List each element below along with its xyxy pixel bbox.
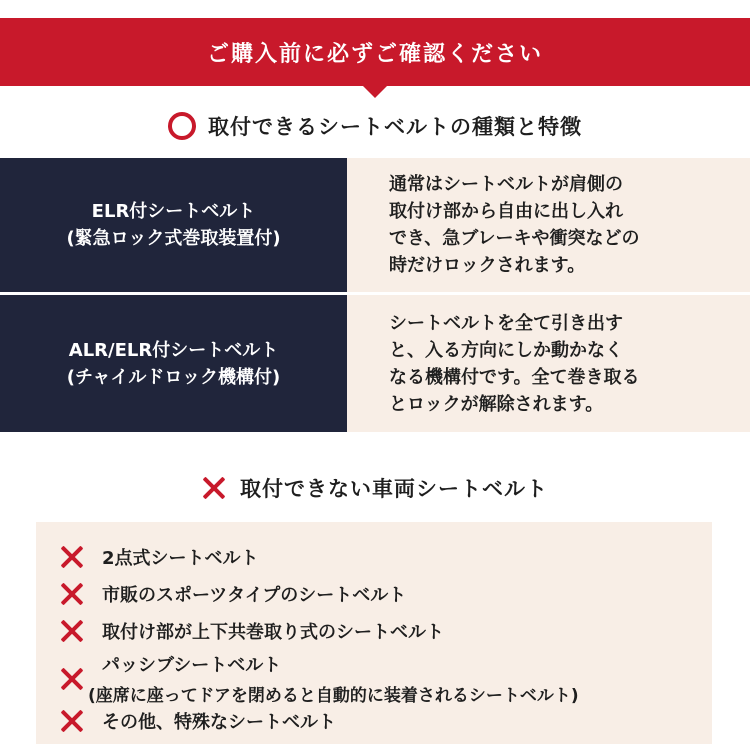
seatbelt-type-name <box>0 295 347 432</box>
list-item-text: パッシブシートベルト <box>102 655 282 676</box>
banner-text: ご購入前に必ずご確認ください <box>206 41 543 67</box>
list-item-text: 市販のスポーツタイプのシートベルト <box>102 585 407 606</box>
seatbelt-type-description <box>347 295 750 432</box>
x-icon <box>202 476 226 500</box>
list-item <box>60 581 406 607</box>
list-item-text: 取付け部が上下共巻取り式のシートベルト <box>102 622 444 643</box>
description-line: 時だけロックされます。 <box>389 255 586 276</box>
description-line: なる機構付です。全て巻き取る <box>389 366 640 388</box>
seatbelt-type-name-line: ALR/ELR付シートベルト <box>68 339 279 361</box>
x-icon <box>60 709 84 733</box>
x-icon <box>60 619 84 643</box>
list-item <box>60 708 336 734</box>
list-item <box>60 651 579 706</box>
description-line: と、入る方向にしか動かなく <box>389 339 623 361</box>
banner-notch <box>361 84 389 98</box>
incompatible-list <box>36 522 712 744</box>
description-line: シートベルトを全て引き出す <box>389 312 623 334</box>
x-icon <box>60 667 84 691</box>
seatbelt-type-name <box>0 158 347 292</box>
x-icon <box>60 545 84 569</box>
list-item-text: その他、特殊なシートベルト <box>102 712 336 733</box>
description-line: 通常はシートベルトが肩側の <box>389 174 623 195</box>
table-row <box>0 295 750 432</box>
x-icon <box>60 582 84 606</box>
list-item <box>60 618 444 644</box>
incompatible-heading <box>0 468 750 508</box>
list-item <box>60 544 259 570</box>
list-item-subtext: (座席に座ってドアを閉めると自動的に装着されるシートベルト) <box>88 686 579 706</box>
header-banner <box>0 18 750 86</box>
compatible-title: 取付できるシートベルトの種類と特徴 <box>208 115 582 139</box>
compatible-heading <box>0 106 750 146</box>
seatbelt-type-name-line: (緊急ロック式巻取装置付) <box>66 228 281 249</box>
table-row <box>0 158 750 292</box>
incompatible-title: 取付できない車両シートベルト <box>240 477 548 501</box>
seatbelt-type-name-line: (チャイルドロック機構付) <box>66 366 281 388</box>
seatbelt-type-name-line: ELR付シートベルト <box>91 201 256 222</box>
description-line: 取付け部から自由に出し入れ <box>389 201 623 222</box>
description-line: とロックが解除されます。 <box>389 393 604 415</box>
description-line: でき、急ブレーキや衝突などの <box>389 228 640 249</box>
list-item-text: 2点式シートベルト <box>102 548 259 569</box>
circle-icon <box>168 112 196 140</box>
seatbelt-type-description <box>347 158 750 292</box>
